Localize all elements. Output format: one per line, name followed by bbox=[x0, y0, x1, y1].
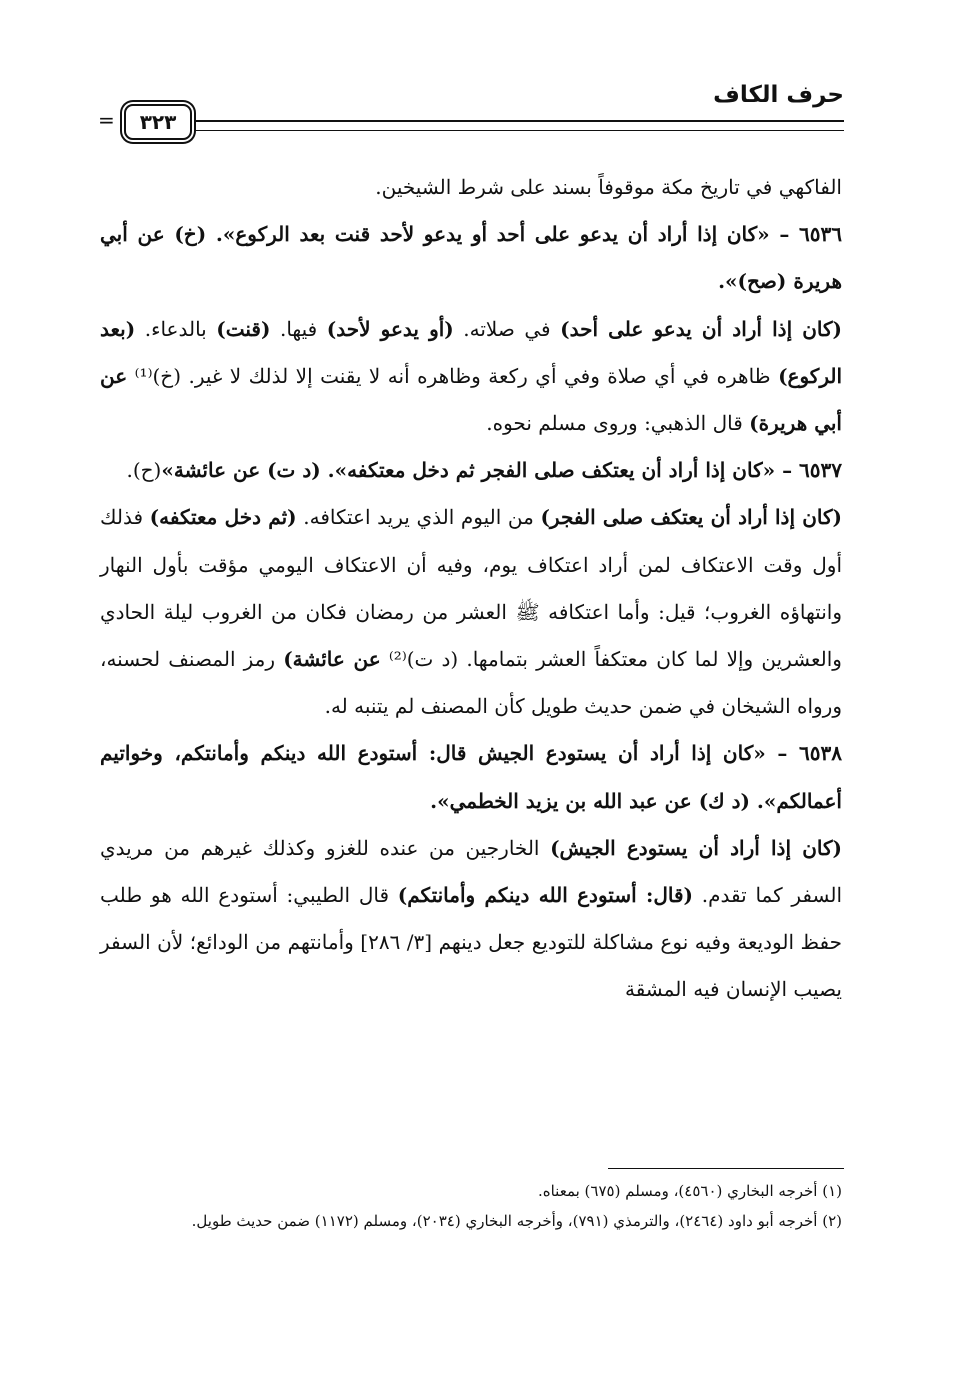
paragraph bbox=[100, 730, 842, 824]
header-left-mark: = bbox=[98, 108, 115, 132]
bold-text-run: (كان إذا أراد أن يدعو على أحد) bbox=[560, 316, 843, 341]
text-run: بالدعاء. bbox=[135, 316, 217, 341]
running-title: حرف الكاف bbox=[713, 82, 844, 108]
page-header bbox=[98, 82, 844, 142]
header-double-rule bbox=[190, 120, 844, 131]
bold-text-run: (كان إذا أراد أن يعتكف صلى الفجر) bbox=[540, 505, 842, 530]
paragraph bbox=[100, 825, 842, 1014]
footnote-divider bbox=[608, 1168, 844, 1169]
bold-text-run: (أو يدعو لأحد) bbox=[326, 316, 454, 341]
paragraph bbox=[100, 447, 842, 494]
bold-text-run: (ثم دخل معتكفه) bbox=[149, 505, 297, 530]
bold-text-run: ٦٥٣٧ – «كان إذا أراد أن يعتكف صلى الفجر ثم دخل معتكفه». (د ت) عن عائشة» bbox=[161, 458, 842, 483]
bold-text-run: (بعد الركوع) bbox=[100, 316, 842, 388]
bold-text-run: (قال: أستودع الله دينكم وأمانتكم) bbox=[397, 883, 694, 908]
text-run: الخارجين من عنده للغزو وكذلك غيرهم من مريدي السفر كما تقدم. bbox=[100, 835, 843, 908]
text-run: قال الطيبي: أستودع الله هو طلب حفظ الوديعة وفيه نوع مشاكلة للتوديع جعل دينهم [٣/ ٢٨٦] وأمانتهم من الودائع؛ لأن السفر يصيب الإنسان فيه المشقة bbox=[100, 883, 842, 1002]
page-number: ٣٢٣ bbox=[124, 104, 192, 140]
text-run: فيها. bbox=[270, 316, 327, 341]
text-run: من اليوم الذي يريد اعتكافه. bbox=[296, 505, 541, 530]
paragraph bbox=[100, 494, 842, 730]
bold-text-run: ٦٥٣٦ – «كان إذا أراد أن يدعو على أحد أو يدعو لأحد قنت بعد الركوع». (خ) عن أبي هريرة (صح)». bbox=[100, 222, 842, 294]
paragraph bbox=[100, 211, 842, 305]
text-run: ظاهره في أي صلاة وفي أي ركعة وظاهره أنه لا يقنت إلا لذلك لا غير. (خ)⁽¹⁾ bbox=[127, 363, 779, 388]
footnotes bbox=[100, 1176, 842, 1236]
text-run: في صلاته. bbox=[453, 316, 561, 341]
bold-text-run: (كان إذا أراد أن يستودع الجيش) bbox=[550, 835, 842, 860]
bold-text-run: عن عائشة) bbox=[283, 647, 381, 672]
footnote: (٢) أخرجه أبو داود (٢٤٦٤)، والترمذي (٧٩١)، وأخرجه البخاري (٢٠٣٤)، ومسلم (١١٧٢) ضمن حديث طويل. bbox=[191, 1212, 842, 1230]
paragraph bbox=[100, 164, 842, 211]
bold-text-run: (قنت) bbox=[216, 316, 271, 341]
text-run: قال الذهبي: وروى مسلم نحوه. bbox=[486, 411, 750, 436]
footnote: (١) أخرجه البخاري (٤٥٦٠)، ومسلم (٦٧٥) بمعناه. bbox=[537, 1182, 842, 1200]
paragraph bbox=[100, 306, 842, 448]
bold-text-run: ٦٥٣٨ – «كان إذا أراد أن يستودع الجيش قال: أستودع الله دينكم وأمانتكم، وخواتيم أعمالكم». (د ك) عن عبد الله بن يزيد الخطمي». bbox=[100, 741, 842, 813]
text-run: (ح). bbox=[126, 458, 162, 483]
text-run: رمز المصنف لحسنه، ورواه الشيخان في ضمن حديث طويل كأن المصنف لم يتنبه له. bbox=[100, 647, 842, 719]
text-run: الفاكهي في تاريخ مكة موقوفاً بسند على شرط الشيخين. bbox=[375, 175, 842, 199]
main-text bbox=[100, 164, 842, 1014]
text-run: فذلك أول وقت الاعتكاف لمن أراد اعتكاف يوم، وفيه أن الاعتكاف اليومي مؤقت بأول النهار وانتهاؤه الغروب؛ قيل: وأما اعتكافه ﷺ العشر من رمضان فكان من الغروب ليلة الحادي والعشرين وإلا لما كان معتكفاً العشر بتمامها. (د ت)⁽²⁾ bbox=[100, 505, 842, 672]
bold-text-run: عن أبي هريرة) bbox=[100, 363, 842, 436]
